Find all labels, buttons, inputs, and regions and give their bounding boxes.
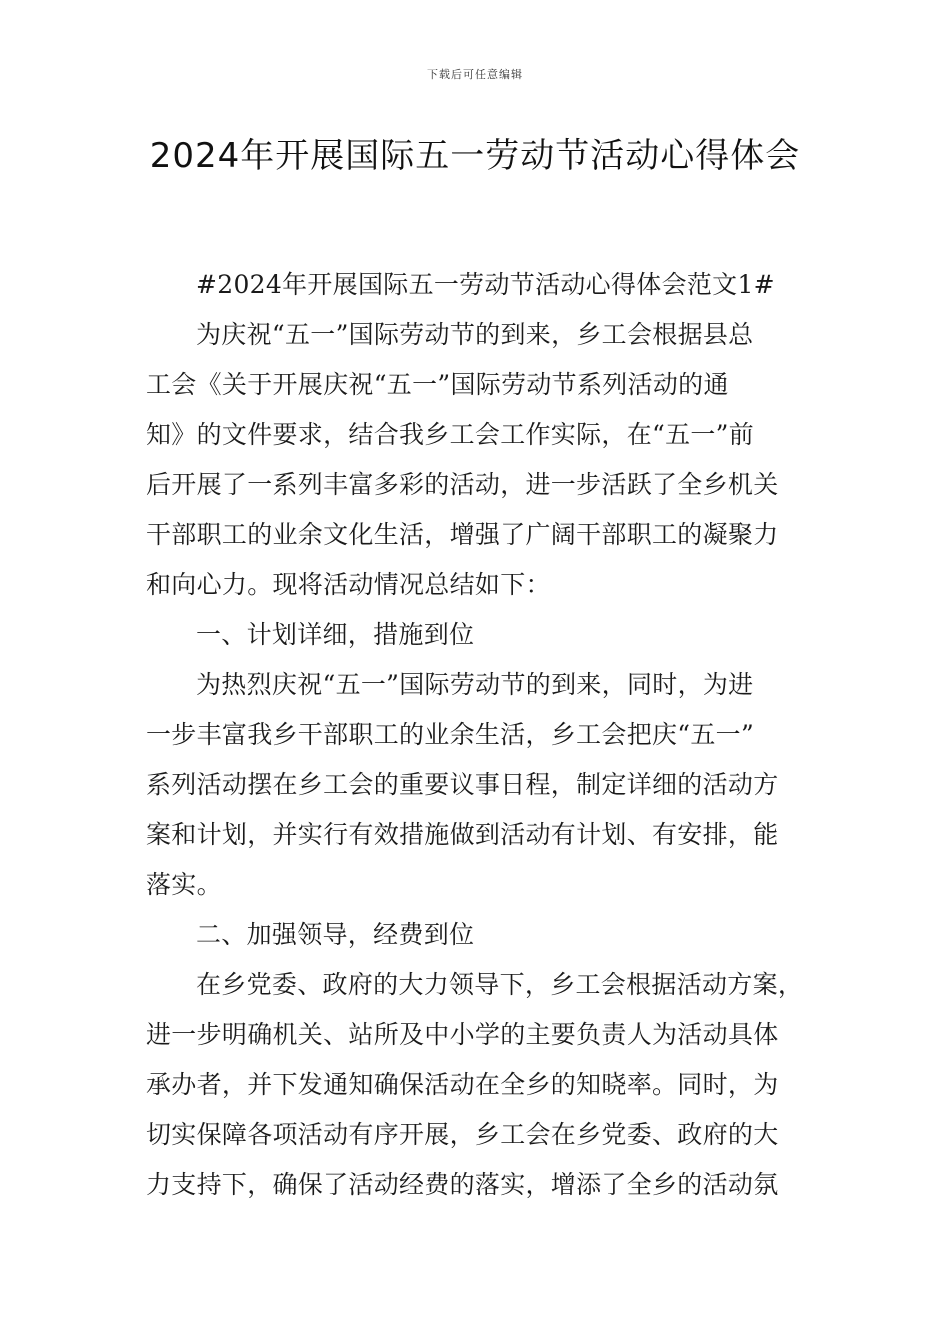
paragraph-line: 在乡党委、政府的大力领导下，乡工会根据活动方案，	[196, 970, 804, 999]
paragraph-line: 和向心力。现将活动情况总结如下：	[146, 570, 551, 599]
paragraph-line: 为庆祝“五一”国际劳动节的到来，乡工会根据县总	[196, 320, 754, 349]
document-title: 2024年开展国际五一劳动节活动心得体会	[149, 136, 801, 176]
paragraph-line: 力支持下，确保了活动经费的落实，增添了全乡的活动氛	[146, 1170, 779, 1199]
section-heading-2: 二、加强领导，经费到位	[196, 920, 475, 949]
paragraph-line: 工会《关于开展庆祝“五一”国际劳动节系列活动的通	[146, 370, 729, 399]
paragraph-line: 干部职工的业余文化生活，增强了广阔干部职工的凝聚力	[146, 520, 779, 549]
header-note: 下载后可任意编辑	[427, 68, 523, 81]
section-heading-1: 一、计划详细，措施到位	[196, 620, 475, 649]
paragraph-line: 案和计划，并实行有效措施做到活动有计划、有安排，能	[146, 820, 779, 849]
paragraph-line: 切实保障各项活动有序开展，乡工会在乡党委、政府的大	[146, 1120, 779, 1149]
document-body	[146, 260, 826, 1210]
paragraph-line: 知》的文件要求，结合我乡工会工作实际，在“五一”前	[146, 420, 755, 449]
paragraph-line: 为热烈庆祝“五一”国际劳动节的到来，同时，为进	[196, 670, 754, 699]
section-heading-fanwen: #2024年开展国际五一劳动节活动心得体会范文1#	[196, 270, 775, 299]
paragraph-line: 落实。	[146, 870, 222, 899]
paragraph-line: 系列活动摆在乡工会的重要议事日程，制定详细的活动方	[146, 770, 779, 799]
paragraph-line: 进一步明确机关、站所及中小学的主要负责人为活动具体	[146, 1020, 779, 1049]
paragraph-line: 承办者，并下发通知确保活动在全乡的知晓率。同时，为	[146, 1070, 779, 1099]
paragraph-line: 后开展了一系列丰富多彩的活动，进一步活跃了全乡机关	[146, 470, 779, 499]
paragraph-line: 一步丰富我乡干部职工的业余生活，乡工会把庆“五一”	[146, 720, 755, 749]
